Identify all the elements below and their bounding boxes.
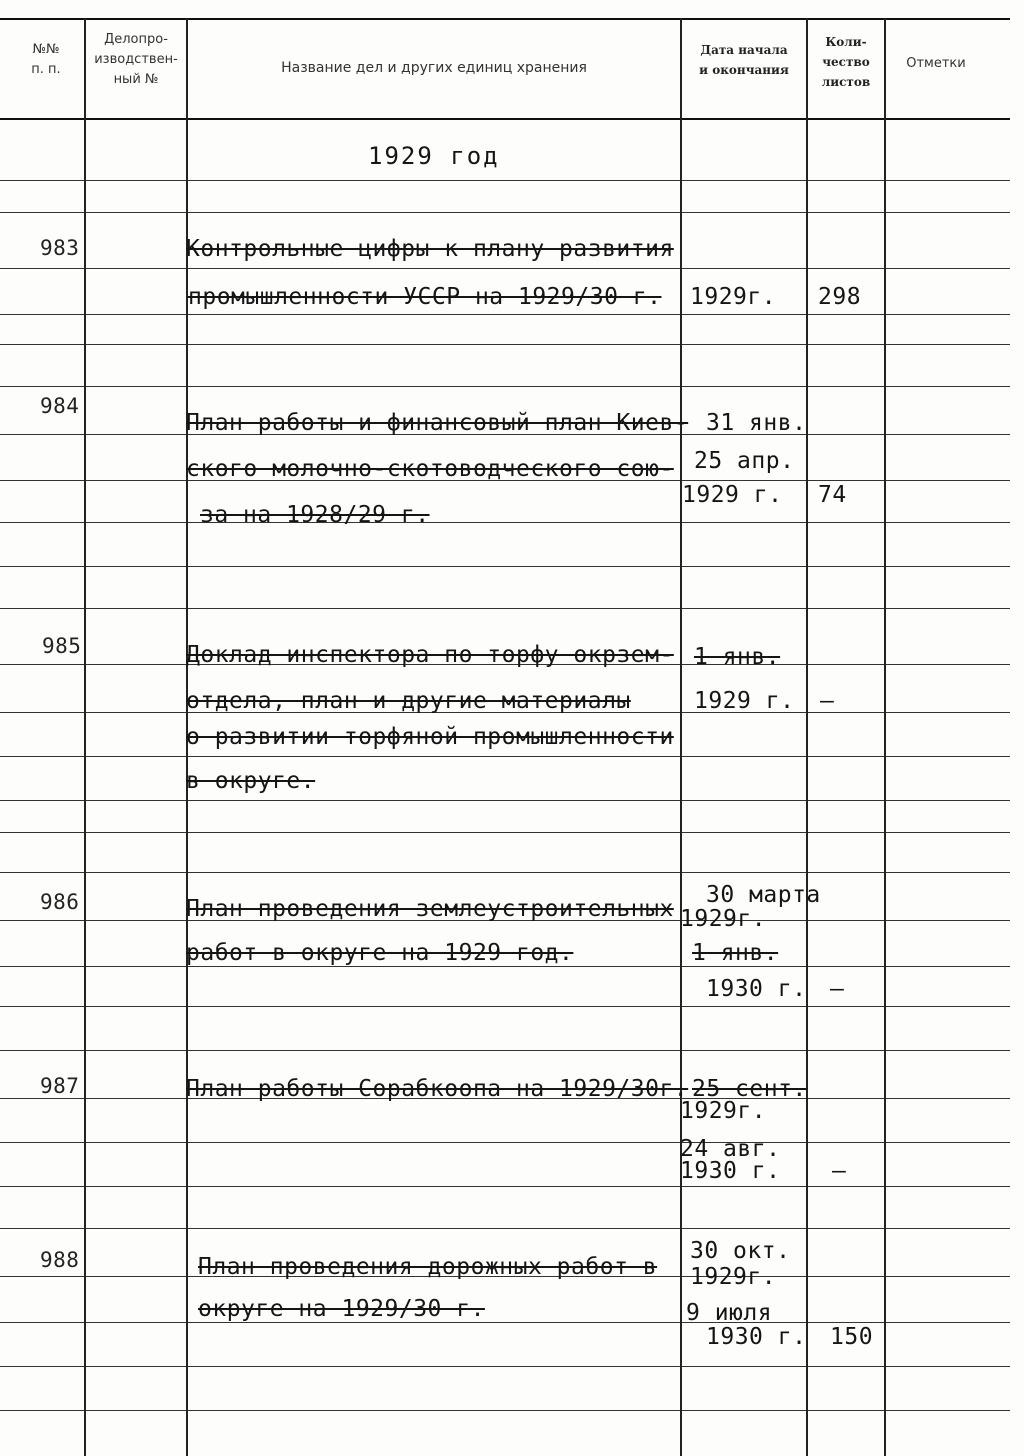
column-divider [806, 18, 808, 1456]
record-title-line: работ в округе на 1929 год. [186, 940, 574, 966]
section-year-heading: 1929 год [368, 142, 500, 170]
record-title-line: Контрольные цифры к плану развития [186, 236, 674, 262]
record-title-line: План проведения землеустроительных [186, 896, 674, 922]
record-date-line: 25 апр. [694, 448, 795, 474]
record-number: 987 [40, 1074, 80, 1098]
record-date-line: 1930 г. [706, 1324, 807, 1350]
header-bottom-border [0, 118, 1010, 120]
column-divider [680, 18, 682, 1456]
record-date-line: 25 сент. [692, 1076, 807, 1102]
record-sheets: – [820, 688, 835, 714]
header-title: Название дел и других единиц хранения [281, 60, 587, 76]
record-number: 988 [40, 1248, 80, 1272]
record-sheets: – [830, 976, 845, 1002]
record-sheets: 150 [830, 1324, 874, 1350]
header-office-number: Делопро- изводствен- ный № [94, 32, 178, 87]
record-date-line: 1929г. [680, 906, 767, 932]
record-date-line: 9 июля [686, 1300, 773, 1326]
record-sheets: 74 [818, 482, 847, 508]
record-title-line: в округе. [186, 768, 316, 794]
record-date-line: 1930 г. [706, 976, 807, 1002]
record-date-line: 30 марта [706, 882, 821, 908]
record-sheets: – [832, 1158, 847, 1184]
header-number: №№ п. п. [31, 42, 61, 77]
column-divider [884, 18, 886, 1456]
record-date-line: 1929г. [680, 1098, 767, 1124]
record-sheets: 298 [818, 284, 862, 310]
record-date-line: 31 янв. [706, 410, 807, 436]
record-title-line: промышленности УССР на 1929/30 г. [188, 284, 662, 310]
record-title-line: о развитии торфяной промышленности [186, 724, 674, 750]
record-date-line: 1 янв. [692, 940, 779, 966]
record-date-line: 1929г. [690, 284, 777, 310]
record-date-line: 1929г. [690, 1264, 777, 1290]
record-title-line: ского молочно-скотоводческого сою- [186, 456, 674, 482]
record-title-line: План работы и финансовый план Киев- [186, 410, 689, 436]
record-title-line: План проведения дорожных работ в [198, 1254, 658, 1280]
header-notes: Отметки [906, 56, 966, 71]
record-date-line: 30 окт. [690, 1238, 791, 1264]
header-sheets: Коли- чество листов [821, 35, 871, 89]
record-title-line: за на 1928/29 г. [200, 502, 430, 528]
record-title-line: План работы Сорабкоопа на 1929/30г. [186, 1076, 689, 1102]
record-date-line: 1 янв. [694, 644, 781, 670]
record-title-line: округе на 1929/30 г. [198, 1296, 485, 1322]
header-dates: Дата начала и окончания [699, 43, 789, 77]
record-title-line: отдела, план и другие материалы [186, 688, 631, 714]
top-border [0, 18, 1010, 20]
record-title-line: Доклад инспектора по торфу окрзем- [186, 642, 674, 668]
column-divider [84, 18, 86, 1456]
record-number: 985 [42, 634, 82, 658]
record-number: 983 [40, 236, 80, 260]
record-date-line: 1929 г. [694, 688, 795, 714]
record-date-line: 1929 г. [682, 482, 783, 508]
record-number: 986 [40, 890, 80, 914]
record-date-line: 24 авг. [680, 1136, 781, 1162]
record-date-line: 1930 г. [680, 1158, 781, 1184]
record-number: 984 [40, 394, 80, 418]
